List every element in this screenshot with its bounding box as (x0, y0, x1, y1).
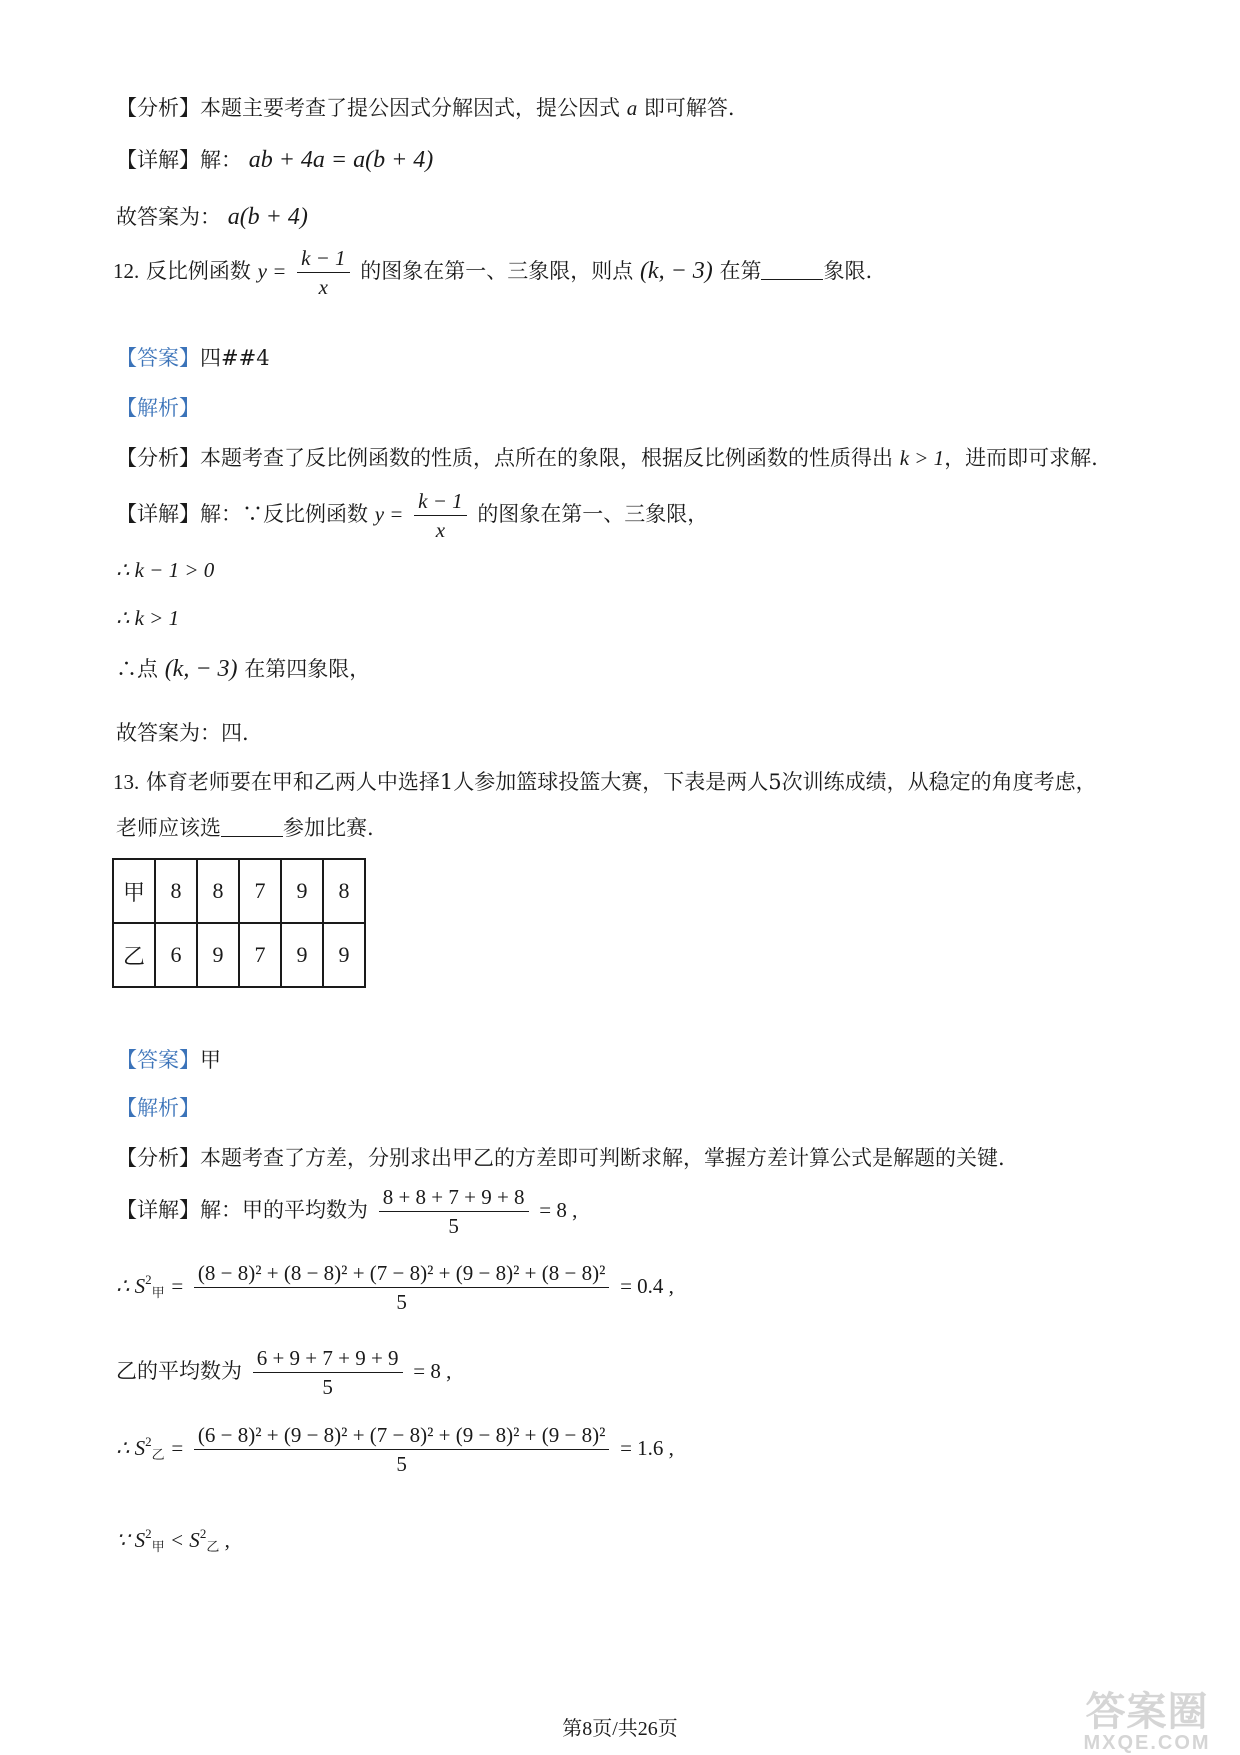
q12-analysis (116, 448, 1098, 469)
question-number: 12. (113, 259, 140, 284)
superscript: 2 (145, 1434, 152, 1450)
q13-variance-a: ∴ $S^2_甲$ = $\frac{\text{(8 − 8)² + (8 − 8)² + (7 − 8)² + (9 − 8)² + (8 − 8)²}}{5}$ = 0.4 , (116, 1261, 674, 1315)
subscript: 乙 (151, 1448, 165, 1464)
mean-result: = 8 , (539, 1198, 578, 1223)
subscript: 甲 (151, 1540, 165, 1555)
q11-detail (116, 148, 433, 172)
detail-prefix: 解： (200, 148, 242, 172)
table-cell: 8 (197, 859, 239, 923)
compare-end: , (219, 1528, 230, 1552)
stem-text: 象限. (823, 259, 873, 284)
subscript: 乙 (206, 1540, 220, 1555)
math-lhs: y = (374, 502, 404, 527)
math-lhs: y = (257, 259, 287, 284)
q12-conclusion: 故答案为：四. (116, 721, 249, 745)
fraction-numerator: 6 + 9 + 7 + 9 + 9 (253, 1347, 403, 1373)
answer-tag: 【答案】 (116, 346, 200, 370)
stem-text: 体育老师要在甲和乙两人中选择1人参加篮球投篮大赛，下表是两人5次训练成绩，从稳定的角度考虑， (145, 770, 1097, 794)
q12-answer (116, 348, 270, 369)
fraction (194, 1262, 610, 1313)
analysis-text: 本题主要考查了提公因式分解因式，提公因式 (200, 96, 620, 120)
table-cell-name: 甲 (113, 859, 155, 923)
answer-text: 四##4 (200, 346, 270, 370)
table-cell: 9 (281, 923, 323, 987)
superscript: 2 (145, 1526, 152, 1541)
analysis-tag: 【分析】 (116, 446, 200, 470)
answer-blank (761, 261, 823, 280)
q11-analysis (116, 98, 735, 119)
superscript: 2 (199, 1526, 207, 1541)
analysis-text: 本题考查了方差，分别求出甲乙的方差即可判断求解，掌握方差计算公式是解题的关键. (200, 1146, 1005, 1170)
stem-text: 参加比赛. (283, 816, 374, 840)
scores-table (112, 858, 366, 988)
q13-variance-b: ∴ $S^2_乙$ = $\frac{\text{(6 − 8)² + (9 − 8)² + (7 − 8)² + (9 − 8)² + (9 − 8)²}}{5}$ = 1.6 , (116, 1423, 674, 1477)
watermark-logo (1058, 1688, 1236, 1754)
detail-tag: 【详解】 (116, 148, 200, 172)
mean-prefix: 乙的平均数为 (116, 1359, 242, 1384)
math-var: a (626, 96, 638, 120)
fraction-denominator: 5 (396, 1452, 407, 1477)
detail-prefix: 解：∵反比例函数 (200, 502, 368, 527)
fraction-numerator: k − 1 (414, 490, 467, 516)
fraction-denominator: x (318, 275, 328, 300)
answer-tag: 【答案】 (116, 1048, 200, 1072)
superscript: 2 (145, 1272, 152, 1288)
q12-step3 (116, 657, 370, 681)
q11-conclusion (116, 205, 308, 229)
table-cell: 9 (281, 859, 323, 923)
table-row (113, 859, 365, 923)
q12-stem (113, 247, 872, 298)
math-formula: a(b + 4) (227, 204, 308, 230)
detail-tag: 【详解】 (116, 1198, 200, 1223)
stem-text: 在第 (719, 259, 762, 284)
fraction-numerator: (6 − 8)² + (9 − 8)² + (7 − 8)² + (9 − 8)² + (9 − 8)² (194, 1424, 610, 1450)
q13-answer (116, 1050, 221, 1071)
analysis-tag: 【分析】 (116, 96, 200, 120)
parse-tag: 【解析】 (116, 396, 200, 420)
fraction (414, 490, 467, 541)
variance-symbol: ∴ S (116, 1274, 146, 1299)
variance-result: = 1.6 , (620, 1436, 674, 1461)
fraction-denominator: 5 (448, 1214, 459, 1239)
fraction (194, 1424, 610, 1475)
q12-detail (116, 490, 708, 541)
step-suffix: 在第四象限， (244, 657, 371, 681)
answer-text: 甲 (200, 1048, 221, 1072)
table-cell: 9 (323, 923, 365, 987)
table-cell: 7 (239, 923, 281, 987)
table-cell: 9 (197, 923, 239, 987)
page-footer: 第8页/共26页 (562, 1718, 678, 1740)
parse-tag: 【解析】 (116, 1096, 200, 1120)
analysis-tag: 【分析】 (116, 1146, 200, 1170)
table-cell: 8 (155, 859, 197, 923)
analysis-text: 本题考查了反比例函数的性质，点所在的象限，根据反比例函数的性质得出 (200, 446, 893, 470)
analysis-end: 即可解答. (643, 96, 735, 120)
stem-text: 的图象在第一、三象限，则点 (360, 259, 634, 284)
stem-text: 老师应该选 (116, 816, 221, 840)
fraction-numerator: (8 − 8)² + (8 − 8)² + (7 − 8)² + (9 − 8)² + (8 − 8)² (194, 1262, 610, 1288)
analysis-end: ，进而即可求解. (944, 446, 1098, 470)
q13-mean-b (116, 1347, 451, 1398)
detail-suffix: 的图象在第一、三象限， (477, 502, 709, 527)
conclusion-prefix: 故答案为： (116, 205, 221, 229)
variance-symbol: ∴ S (116, 1436, 146, 1461)
watermark-en: MXQE.COM (1083, 1732, 1211, 1754)
math-condition: k > 1 (899, 446, 945, 470)
q13-stem-line1 (113, 772, 1097, 793)
watermark-cn: 答案圈 (1085, 1688, 1209, 1735)
question-number: 13. (113, 770, 140, 794)
q13-mean-a (116, 1186, 577, 1237)
mean-prefix: 解：甲的平均数为 (200, 1198, 368, 1223)
stem-text: 反比例函数 (145, 259, 251, 284)
table-row (113, 923, 365, 987)
math-point: (k, − 3) (164, 656, 238, 682)
table-cell: 8 (323, 859, 365, 923)
fraction-denominator: 5 (322, 1375, 333, 1400)
detail-tag: 【详解】 (116, 502, 200, 527)
fraction-numerator: 8 + 8 + 7 + 9 + 8 (379, 1186, 529, 1212)
subscript: 甲 (151, 1286, 165, 1302)
fraction (253, 1347, 403, 1398)
fraction-numerator: k − 1 (297, 247, 350, 273)
q13-stem-line2 (116, 818, 374, 839)
fraction (297, 247, 350, 298)
fraction (379, 1186, 529, 1237)
mean-result: = 8 , (413, 1359, 452, 1384)
table-cell-name: 乙 (113, 923, 155, 987)
step-1: ∴ k − 1 > 0 (116, 558, 215, 582)
math-formula: ab + 4a = a(b + 4) (248, 147, 434, 173)
fraction-denominator: x (435, 518, 446, 543)
step-prefix: ∴点 (116, 657, 158, 681)
compare-mid: < S (164, 1528, 200, 1552)
table-cell: 6 (155, 923, 197, 987)
q13-analysis (116, 1148, 1005, 1169)
variance-result: = 0.4 , (620, 1274, 674, 1299)
fraction-denominator: 5 (396, 1290, 407, 1315)
step-2: ∴ k > 1 (116, 606, 180, 630)
q13-compare (116, 1527, 230, 1554)
math-point: (k, − 3) (639, 258, 713, 285)
answer-blank (221, 818, 283, 837)
table-cell: 7 (239, 859, 281, 923)
compare-left: ∵ S (116, 1528, 146, 1552)
